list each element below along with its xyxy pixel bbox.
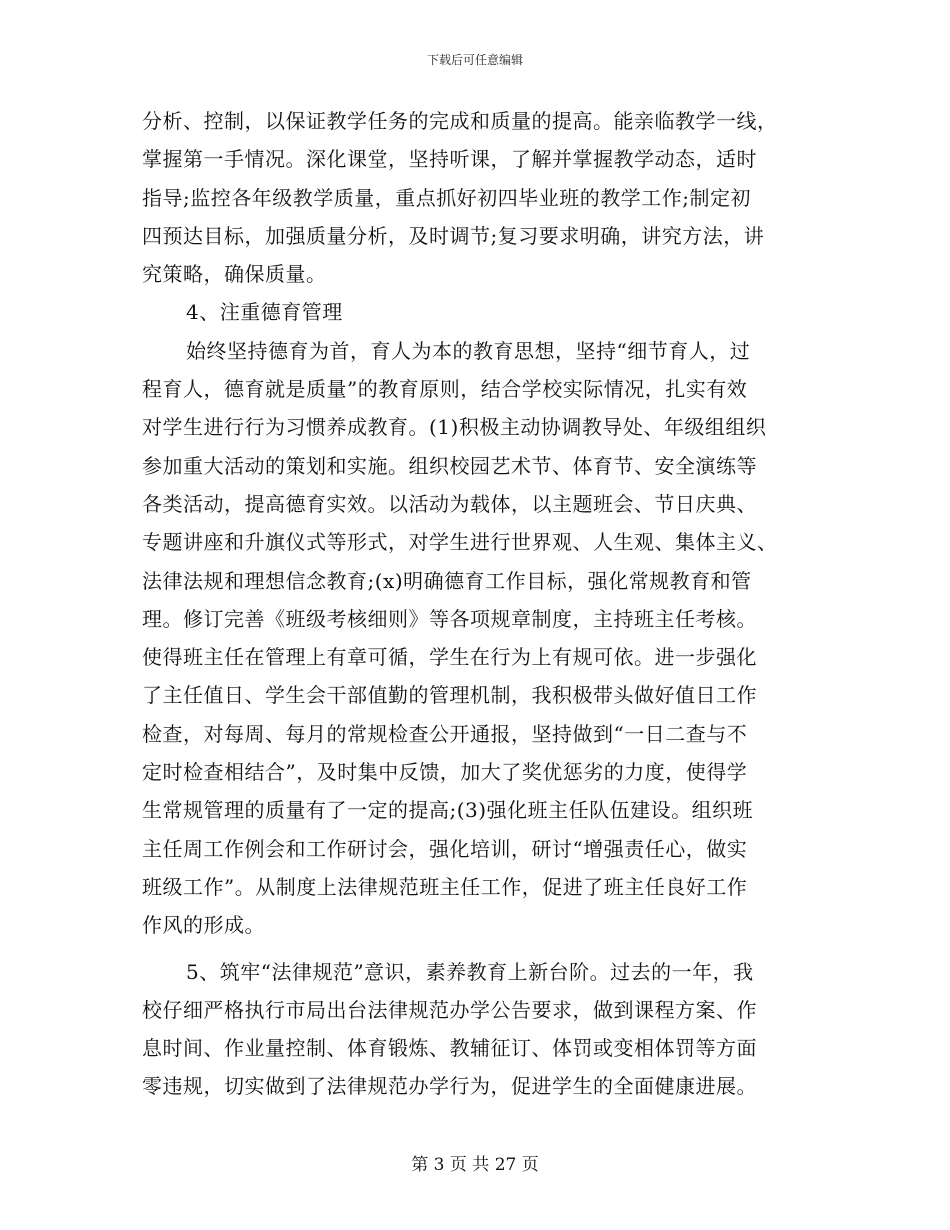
text-line: 检查，对每周、每月的常规检查公开通报，坚持做到“一日二查与不: [142, 721, 748, 746]
paragraph-gap: [142, 945, 810, 953]
text-line: 各类活动，提高德育实效。以活动为载体，以主题班会、节日庆典、: [142, 491, 757, 516]
text-line: 掌握第一手情况。深化课堂，坚持听课，了解并掌握教学动态，适时: [142, 147, 757, 172]
text-line: 理。修订完善《班级考核细则》等各项规章制度，主持班主任考核。: [142, 606, 757, 631]
text-line: 生常规管理的质量有了一定的提高;(3)强化班主任队伍建设。组织班: [142, 798, 754, 823]
paragraph-start-line: 始终坚持德育为首，育人为本的教育思想，坚持“细节育人，过: [186, 338, 751, 363]
text-line: 四预达目标，加强质量分析，及时调节;复习要求明确，讲究方法，讲: [142, 223, 765, 248]
text-line: 专题讲座和升旗仪式等形式，对学生进行世界观、人生观、集体主义、: [142, 530, 778, 555]
text-line: 使得班主任在管理上有章可循，学生在行为上有规可依。进一步强化: [142, 645, 757, 670]
text-line: 作风的形成。: [142, 913, 265, 938]
page-number: 第 3 页 共 27 页: [411, 1155, 539, 1175]
section-heading: 4、注重德育管理: [186, 300, 343, 325]
text-line: 法律法规和理想信念教育;(x)明确德育工作目标，强化常规教育和管: [142, 568, 752, 593]
paragraph-start-line: 5、筑牢“法律规范”意识，素养教育上新台阶。过去的一年，我: [186, 959, 754, 984]
text-line: 参加重大活动的策划和实施。组织校园艺术节、体育节、安全演练等: [142, 453, 757, 478]
text-line: 校仔细严格执行市局出台法律规范办学公告要求，做到课程方案、作: [142, 997, 757, 1022]
text-line: 分析、控制，以保证教学任务的完成和质量的提高。能亲临教学一线，: [142, 109, 778, 133]
text-line: 定时检查相结合”，及时集中反馈，加大了奖优惩劣的力度，使得学: [142, 760, 748, 785]
text-line: 了主任值日、学生会干部值勤的管理机制，我积极带头做好值日工作: [142, 683, 757, 708]
page-header: 下载后可任意编辑: [426, 53, 523, 67]
text-line: 息时间、作业量控制、体育锻炼、教辅征订、体罚或变相体罚等方面: [142, 1036, 757, 1061]
text-line: 对学生进行行为习惯养成教育。(1)积极主动协调教导处、年级组组织: [142, 415, 767, 440]
text-line: 指导;监控各年级教学质量，重点抓好初四毕业班的教学工作;制定初: [142, 185, 751, 210]
document-body: [142, 102, 810, 1106]
text-line: 零违规，切实做到了法律规范办学行为，促进学生的全面健康进展。: [142, 1074, 757, 1099]
text-line: 班级工作”。从制度上法律规范班主任工作，促进了班主任良好工作: [142, 874, 748, 899]
text-line: 程育人，德育就是质量”的教育原则，结合学校实际情况，扎实有效: [142, 377, 748, 402]
text-line: 主任周工作例会和工作研讨会，强化培训，研讨“增强责任心，做实: [142, 836, 748, 861]
text-line: 究策略，确保质量。: [142, 262, 327, 287]
